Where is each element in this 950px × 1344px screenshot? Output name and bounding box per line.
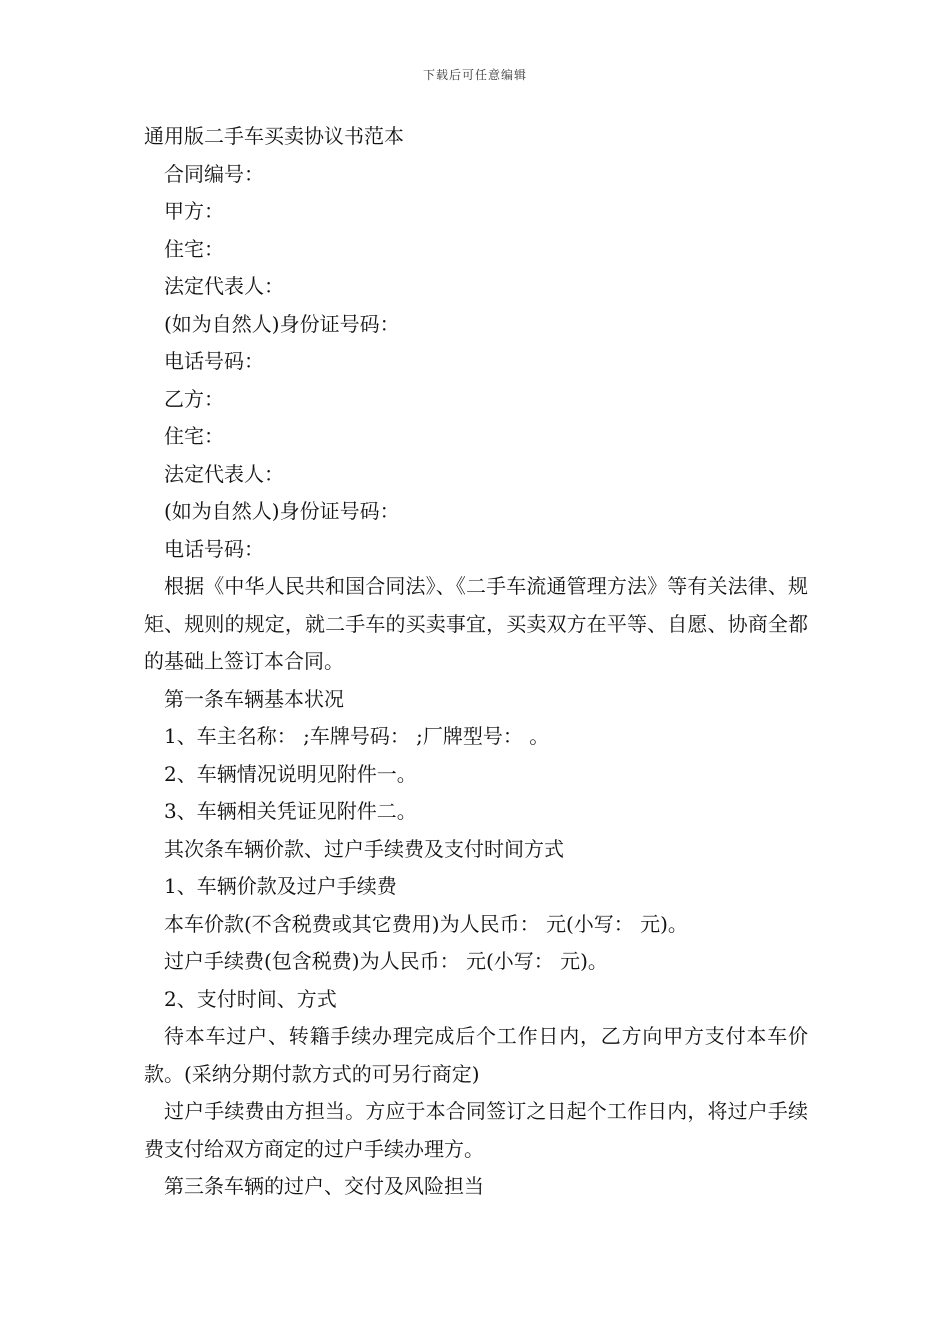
fee-payment-paragraph: 过户手续费由方担当。方应于本合同签订之日起个工作日内，将过户手续费支付给双方商定的过户手续办理方。 xyxy=(144,1099,808,1161)
article-1-item-3: 3、车辆相关凭证见附件二。 xyxy=(164,799,417,823)
transfer-fee-line: 过户手续费(包含税费)为人民币： 元(小写： 元)。 xyxy=(164,949,608,973)
article-2-subheading-2: 2、支付时间、方式 xyxy=(164,986,337,1011)
article-1-item-1: 1、车主名称： ;车牌号码： ;厂牌型号： 。 xyxy=(164,724,550,748)
party-a-phone: 电话号码： xyxy=(164,349,264,373)
party-b-id-number: (如为自然人)身份证号码： xyxy=(164,499,400,523)
payment-terms-paragraph: 待本车过户、转籍手续办理完成后个工作日内，乙方向甲方支付本车价款。(采纳分期付款方式的可另行商定) xyxy=(144,1024,808,1086)
party-b-phone: 电话号码： xyxy=(164,536,264,561)
party-b-label: 乙方： xyxy=(164,386,224,411)
party-b-address: 住宅： xyxy=(164,424,224,448)
article-2-heading: 其次条车辆价款、过户手续费及支付时间方式 xyxy=(164,836,564,861)
document-body xyxy=(144,118,808,1206)
vehicle-price-line: 本车价款(不含税费或其它费用)为人民币： 元(小写： 元)。 xyxy=(164,911,688,936)
contract-number-field: 合同编号： xyxy=(164,161,264,186)
document-title: 通用版二手车买卖协议书范本 xyxy=(144,124,404,148)
article-1-item-2: 2、车辆情况说明见附件一。 xyxy=(164,761,417,786)
article-1-heading: 第一条车辆基本状况 xyxy=(164,686,344,711)
party-a-label: 甲方： xyxy=(164,199,224,223)
party-a-address: 住宅： xyxy=(164,236,224,261)
page-header-note: 下载后可任意编辑 xyxy=(422,68,527,82)
article-3-heading: 第三条车辆的过户、交付及风险担当 xyxy=(164,1174,484,1198)
party-b-legal-rep: 法定代表人： xyxy=(164,461,284,486)
party-a-legal-rep: 法定代表人： xyxy=(164,274,284,298)
party-a-id-number: (如为自然人)身份证号码： xyxy=(164,311,400,336)
preamble-paragraph: 根据《中华人民共和国合同法》、《二手车流通管理方法》等有关法律、规矩、规则的规定，就二手车的买卖事宜，买卖双方在平等、自愿、协商全都的基础上签订本合同。 xyxy=(144,574,808,673)
article-2-subheading-1: 1、车辆价款及过户手续费 xyxy=(164,874,397,898)
